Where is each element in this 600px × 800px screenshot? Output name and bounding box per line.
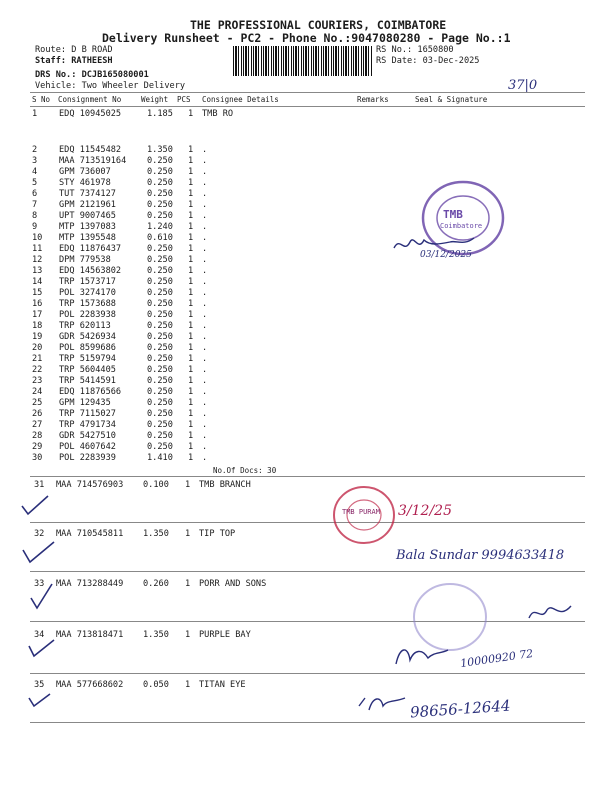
signature-icon [392,640,452,670]
staff-label: Staff: RATHEESH [35,56,113,66]
row-sno: 17 [32,310,43,320]
row-consignee: . [202,277,208,287]
row-sno: 21 [32,354,43,364]
group-rule [30,722,585,723]
row-consignment: GPM 2121961 [59,200,116,210]
group-rule [30,522,585,523]
row-pcs: 1 [188,109,194,119]
row-weight: 0.250 [147,409,173,419]
signature-icon [355,690,410,716]
group-pcs: 1 [185,630,191,640]
group-rule [30,673,585,674]
row-consignee: . [202,222,208,232]
group-pcs: 1 [185,529,191,539]
group-consignee: PORR AND SONS [199,579,267,589]
row-consignment: MTP 1397083 [59,222,116,232]
table-row [30,288,590,299]
row-weight: 0.250 [147,343,173,353]
row-consignee: . [202,178,208,188]
table-row [30,266,590,277]
row-weight: 1.410 [147,453,173,463]
row-weight: 0.250 [147,288,173,298]
group-weight: 0.100 [143,480,169,490]
group-rule [30,621,585,622]
table-row [30,343,590,354]
row-pcs: 1 [188,420,194,430]
row-consignment: EDQ 11545482 [59,145,122,155]
row-consignee: . [202,354,208,364]
row-weight: 0.250 [147,398,173,408]
row-weight: 0.250 [147,200,173,210]
row-weight: 0.250 [147,420,173,430]
row-pcs: 1 [188,266,194,276]
check-mark-icon [18,492,58,522]
row-sno: 18 [32,321,43,331]
row-sno: 28 [32,431,43,441]
row-weight: 0.250 [147,211,173,221]
group-consignment: MAA 577668602 [56,680,124,690]
row-consignment: GPM 736007 [59,167,111,177]
row-consignment: EDQ 14563802 [59,266,122,276]
row-sno: 3 [32,156,38,166]
group-sno: 32 [34,529,45,539]
handwritten-name-phone: Bala Sundar 9994633418 [396,548,565,563]
row-consignment: TRP 1573688 [59,299,116,309]
row-consignee: . [202,156,208,166]
check-mark-icon [26,636,60,662]
row-sno: 26 [32,409,43,419]
row-consignment: POL 2283938 [59,310,116,320]
row-pcs: 1 [188,299,194,309]
row-sno: 7 [32,200,38,210]
stamp-text: TMB PURAM [342,508,380,516]
row-pcs: 1 [188,145,194,155]
row-sno: 25 [32,398,43,408]
row-weight: 0.250 [147,332,173,342]
route-label: Route: D B ROAD [35,45,113,55]
table-row [30,398,590,409]
group-consignee: TITAN EYE [199,680,246,690]
row-pcs: 1 [188,453,194,463]
group-consignee: TMB BRANCH [199,480,251,490]
stamp-text: Coimbatore [440,222,483,230]
header-bottom-rule [30,106,585,107]
check-mark-icon [20,538,60,568]
table-row [30,299,590,310]
row-pcs: 1 [188,442,194,452]
row-weight: 0.250 [147,354,173,364]
row-consignee: . [202,420,208,430]
row-weight: 0.250 [147,442,173,452]
row-sno: 24 [32,387,43,397]
row-consignment: GDR 5427510 [59,431,116,441]
row-weight: 0.250 [147,255,173,265]
col-seal: Seal & Signature [415,95,488,104]
group-weight: 0.050 [143,680,169,690]
row-consignee: . [202,266,208,276]
row-pcs: 1 [188,255,194,265]
row-consignee: . [202,409,208,419]
row-consignee: . [202,167,208,177]
row-consignee: TMB RO [202,109,234,119]
row-consignment: POL 4607642 [59,442,116,452]
row-weight: 0.250 [147,365,173,375]
row-consignment: TRP 5414591 [59,376,116,386]
row-pcs: 1 [188,387,194,397]
row-sno: 8 [32,211,38,221]
row-sno: 30 [32,453,43,463]
row-consignment: TRP 620113 [59,321,111,331]
table-row [30,109,590,120]
group-sno: 31 [34,480,45,490]
row-pcs: 1 [188,332,194,342]
row-sno: 12 [32,255,43,265]
row-pcs: 1 [188,431,194,441]
row-sno: 11 [32,244,43,254]
row-pcs: 1 [188,200,194,210]
row-pcs: 1 [188,178,194,188]
no-of-docs: No.Of Docs: 30 [213,466,277,475]
row-weight: 0.250 [147,178,173,188]
group-consignment: MAA 713818471 [56,630,124,640]
group-pcs: 1 [185,680,191,690]
row-pcs: 1 [188,365,194,375]
row-pcs: 1 [188,398,194,408]
row-pcs: 1 [188,409,194,419]
col-sno: S No [32,95,51,104]
row-pcs: 1 [188,222,194,232]
row-weight: 0.250 [147,431,173,441]
row-sno: 14 [32,277,43,287]
row-sno: 5 [32,178,38,188]
row-pcs: 1 [188,156,194,166]
row-sno: 1 [32,109,38,119]
table-row [30,167,590,178]
group-consignment: MAA 710545811 [56,529,124,539]
row-consignee: . [202,453,208,463]
row-sno: 22 [32,365,43,375]
row-consignee: . [202,189,208,199]
handwritten-number: 10000920 72 [459,646,535,671]
row-weight: 0.250 [147,310,173,320]
row-sno: 27 [32,420,43,430]
runsheet-subtitle: Delivery Runsheet - PC2 - Phone No.:9047080280 - Page No.:1 [102,31,511,45]
row-consignment: TUT 7374127 [59,189,116,199]
row-sno: 6 [32,189,38,199]
col-weight: Weight [141,95,169,104]
group-weight: 0.260 [143,579,169,589]
row-pcs: 1 [188,233,194,243]
row-pcs: 1 [188,277,194,287]
row-pcs: 1 [188,288,194,298]
company-title: THE PROFESSIONAL COURIERS, COIMBATORE [190,18,447,32]
row-weight: 0.250 [147,321,173,331]
group-rule [30,571,585,572]
row-weight: 0.250 [147,244,173,254]
row-pcs: 1 [188,167,194,177]
row-consignment: TRP 5604405 [59,365,116,375]
row-consignee: . [202,200,208,210]
row-consignment: TRP 1573717 [59,277,116,287]
row-weight: 0.250 [147,376,173,386]
table-row [30,354,590,365]
row-consignee: . [202,332,208,342]
table-row [30,310,590,321]
group-consignment: MAA 714576903 [56,480,124,490]
barcode-image [233,46,373,76]
table-row [30,409,590,420]
row-weight: 0.250 [147,167,173,177]
row-weight: 0.250 [147,189,173,199]
signature-date: 03/12/2025 [420,250,472,260]
row-pcs: 1 [188,244,194,254]
row-sno: 15 [32,288,43,298]
row-consignment: MTP 1395548 [59,233,116,243]
table-row [30,145,590,156]
table-row [30,453,590,464]
group-consignee: TIP TOP [199,529,236,539]
row-consignee: . [202,288,208,298]
row-sno: 9 [32,222,38,232]
row-weight: 1.350 [147,145,173,155]
row-sno: 23 [32,376,43,386]
table-row [30,420,590,431]
row-sno: 16 [32,299,43,309]
group-pcs: 1 [185,480,191,490]
row-consignee: . [202,442,208,452]
table-row [30,365,590,376]
table-row [30,156,590,167]
row-sno: 2 [32,145,38,155]
row-consignee: . [202,387,208,397]
group-weight: 1.350 [143,529,169,539]
row-consignee: . [202,244,208,254]
row-consignee: . [202,233,208,243]
check-mark-icon [26,688,56,712]
row-sno: 19 [32,332,43,342]
row-consignment: TRP 7115027 [59,409,116,419]
table-row [30,277,590,288]
group-consignee: PURPLE BAY [199,630,251,640]
table-row [30,442,590,453]
row-pcs: 1 [188,376,194,386]
col-remarks: Remarks [357,95,389,104]
row-pcs: 1 [188,343,194,353]
stamp-text: TMB [443,208,463,221]
row-consignment: EDQ 10945025 [59,109,122,119]
handwritten-count: 37|0 [508,78,538,93]
vehicle-label: Vehicle: Two Wheeler Delivery [35,81,186,91]
row-consignee: . [202,310,208,320]
row-consignment: STY 461978 [59,178,111,188]
row-consignment: EDQ 11876566 [59,387,122,397]
row-weight: 0.250 [147,266,173,276]
col-consignment: Consignment No [58,95,122,104]
row-weight: 0.610 [147,233,173,243]
row-consignee: . [202,343,208,353]
table-row [30,387,590,398]
row-sno: 4 [32,167,38,177]
group-sno: 34 [34,630,45,640]
group-sno: 35 [34,680,45,690]
handwritten-phone: 98656-12644 [409,696,512,722]
group-consignment: MAA 713288449 [56,579,124,589]
row-weight: 0.250 [147,299,173,309]
row-consignee: . [202,365,208,375]
row-consignment: UPT 9007465 [59,211,116,221]
row-pcs: 1 [188,321,194,331]
row-consignment: GDR 5426934 [59,332,116,342]
signature-icon [525,598,580,628]
row-sno: 13 [32,266,43,276]
row-consignee: . [202,431,208,441]
row-consignment: POL 8599686 [59,343,116,353]
col-pcs: PCS [177,95,191,104]
group-weight: 1.350 [143,630,169,640]
row-weight: 0.250 [147,156,173,166]
row-consignee: . [202,299,208,309]
row-weight: 1.185 [147,109,173,119]
row-consignee: . [202,255,208,265]
table-row [30,321,590,332]
row-consignee: . [202,321,208,331]
row-consignment: MAA 713519164 [59,156,127,166]
row-consignment: TRP 5159794 [59,354,116,364]
row-consignment: GPM 129435 [59,398,111,408]
col-consignee: Consignee Details [202,95,279,104]
row-consignee: . [202,376,208,386]
handwritten-date: 3/12/25 [398,503,452,519]
row-weight: 0.250 [147,387,173,397]
rs-number: RS No.: 1650800 [376,45,454,55]
group-pcs: 1 [185,579,191,589]
row-consignment: POL 2283939 [59,453,116,463]
row-consignee: . [202,398,208,408]
table-row [30,376,590,387]
row-sno: 29 [32,442,43,452]
row-consignment: EDQ 11876437 [59,244,122,254]
row-pcs: 1 [188,310,194,320]
row-consignment: TRP 4791734 [59,420,116,430]
row-weight: 1.240 [147,222,173,232]
table-row [30,431,590,442]
docs-rule [30,476,585,477]
row-consignment: DPM 779538 [59,255,111,265]
check-mark-icon [28,582,58,612]
row-consignee: . [202,145,208,155]
table-row [30,332,590,343]
row-consignment: POL 3274170 [59,288,116,298]
row-consignee: . [202,211,208,221]
group-sno: 33 [34,579,45,589]
row-pcs: 1 [188,211,194,221]
rs-date: RS Date: 03-Dec-2025 [376,56,480,66]
drs-number: DRS No.: DCJB165080001 [35,70,149,80]
row-weight: 0.250 [147,277,173,287]
row-pcs: 1 [188,189,194,199]
row-sno: 10 [32,233,43,243]
row-sno: 20 [32,343,43,353]
row-pcs: 1 [188,354,194,364]
header-top-rule [30,92,585,93]
